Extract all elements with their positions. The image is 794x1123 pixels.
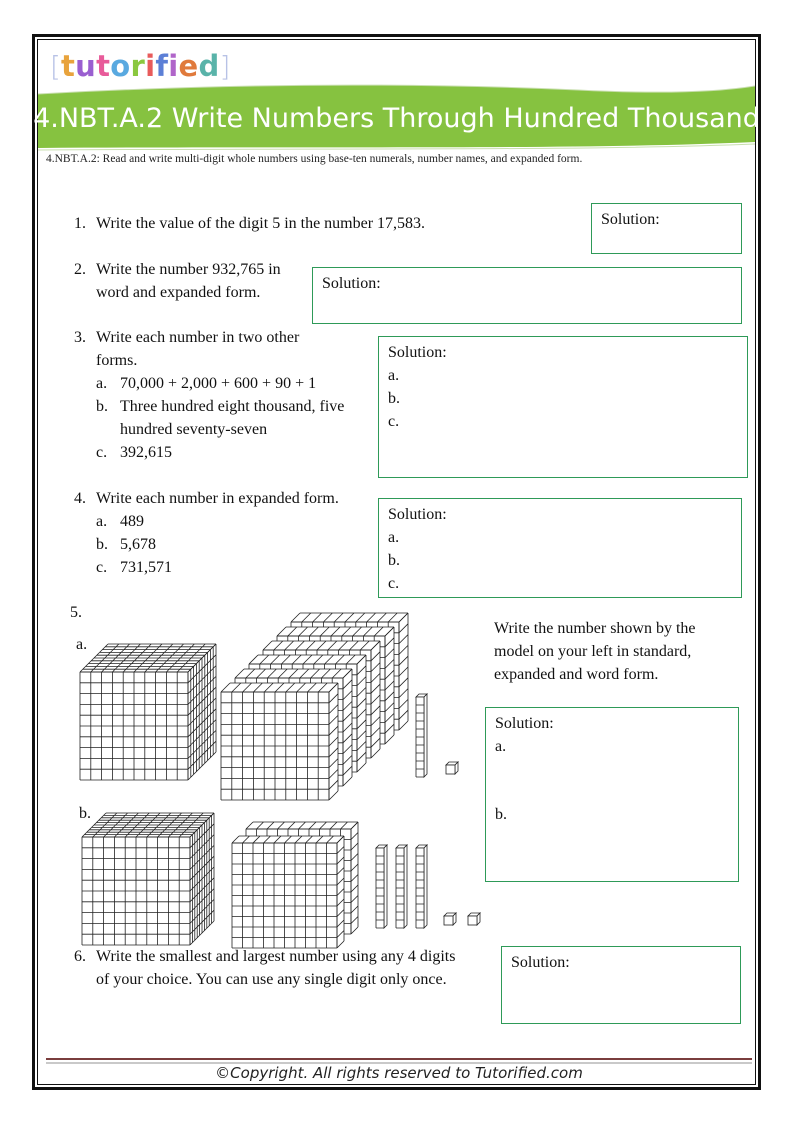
copyright-footer: ©Copyright. All rights reserved to Tutorified.com — [215, 1064, 583, 1082]
solution-box-3[interactable] — [378, 336, 748, 478]
logo-close-bracket: ] — [219, 49, 231, 83]
solution-box-4[interactable] — [378, 498, 742, 598]
base-ten-model-a — [60, 625, 480, 785]
question-number: 3. — [74, 329, 86, 346]
ten-rod — [416, 845, 427, 928]
footer-rule — [46, 1058, 752, 1060]
solution-letter: a. — [388, 529, 400, 546]
question-text-line: Write each number in two other — [96, 329, 300, 346]
solution-box-2[interactable] — [312, 267, 742, 324]
question-part — [96, 533, 339, 556]
question-text: Write each number in expanded form. — [96, 490, 339, 507]
model-a-label: a. — [76, 636, 88, 653]
solution-label: Solution: — [322, 275, 381, 292]
question-part — [96, 510, 339, 533]
question-text: Write the value of the digit 5 in the number 17,583. — [96, 215, 426, 232]
part-text: Three hundred eight thousand, five — [120, 398, 345, 415]
model-b-label: b. — [79, 805, 91, 822]
ten-rod — [416, 694, 427, 777]
question-number: 2. — [74, 261, 86, 278]
logo-letter: r — [130, 49, 146, 83]
one-unit — [446, 762, 458, 774]
logo-letter: o — [110, 49, 131, 83]
question-1 — [64, 212, 584, 236]
logo-letter: t — [60, 49, 76, 83]
one-unit — [444, 913, 456, 925]
question-part — [96, 556, 339, 579]
solution-letter: b. — [388, 390, 400, 407]
question-5-instruction: Write the number shown by the model on your left in standard, expanded and word form. — [494, 620, 696, 683]
solution-label: Solution: — [511, 954, 570, 971]
question-number: 4. — [74, 490, 86, 507]
question-part — [96, 441, 344, 464]
solution-letter: a. — [495, 738, 507, 755]
question-number: 1. — [74, 215, 86, 232]
title-band-wave-bottom — [38, 138, 755, 152]
question-6 — [64, 945, 494, 993]
hundred-flat — [232, 836, 344, 948]
question-part — [96, 395, 344, 441]
solution-box-5[interactable] — [485, 707, 739, 882]
logo-open-bracket: [ — [50, 49, 61, 83]
question-part — [96, 372, 344, 395]
base-ten-model-b — [60, 800, 480, 940]
solution-box-1[interactable] — [591, 203, 742, 254]
solution-letter: c. — [388, 413, 400, 430]
part-text: 731,571 — [120, 559, 172, 576]
part-letter: b. — [96, 398, 108, 415]
question-text-line: forms. — [96, 352, 138, 369]
logo-letter: i — [168, 49, 179, 83]
solution-letter: b. — [388, 552, 400, 569]
tutorified-logo — [50, 48, 230, 84]
logo-letter: t — [96, 49, 111, 83]
thousand-cube — [82, 813, 214, 945]
part-text: 70,000 + 2,000 + 600 + 90 + 1 — [120, 375, 317, 392]
part-letter: c. — [96, 444, 108, 461]
question-text-line: word and expanded form. — [96, 284, 261, 301]
solution-label: Solution: — [388, 344, 447, 361]
part-letter: c. — [96, 559, 108, 576]
solution-label: Solution: — [601, 211, 660, 228]
question-number: 6. — [74, 948, 86, 965]
part-text-continued: hundred seventy-seven — [120, 421, 268, 438]
logo-text — [61, 49, 220, 83]
question-3 — [64, 326, 374, 466]
page-title: 4.NBT.A.2 Write Numbers Through Hundred Thousand — [38, 95, 755, 142]
logo-letter: e — [178, 49, 199, 83]
logo-letter: u — [75, 49, 97, 83]
logo-letter: f — [155, 49, 169, 83]
ten-rod — [396, 845, 407, 928]
question-text-line: Write the number 932,765 in — [96, 261, 281, 278]
hundred-flat — [221, 683, 338, 800]
one-unit — [468, 913, 480, 925]
question-text-line: Write the smallest and largest number using any 4 digits — [96, 948, 456, 965]
logo-letter: i — [145, 49, 156, 83]
solution-letter: c. — [388, 575, 400, 592]
logo-letter: d — [198, 49, 220, 83]
question-2 — [64, 258, 304, 306]
standard-description: 4.NBT.A.2: Read and write multi-digit whole numbers using base-ten numerals, number names, and expanded form. — [46, 153, 583, 165]
part-text: 392,615 — [120, 444, 172, 461]
solution-letter: a. — [388, 367, 400, 384]
solution-label: Solution: — [388, 506, 447, 523]
solution-letter: b. — [495, 806, 507, 823]
solution-box-6[interactable] — [501, 946, 741, 1024]
ten-rod — [376, 845, 387, 928]
solution-label: Solution: — [495, 715, 554, 732]
question-number: 5. — [70, 604, 82, 621]
question-5 — [64, 601, 94, 625]
part-text: 5,678 — [120, 536, 156, 553]
part-letter: a. — [96, 375, 108, 392]
part-text: 489 — [120, 513, 144, 530]
part-letter: b. — [96, 536, 108, 553]
part-letter: a. — [96, 513, 108, 530]
question-text-line: of your choice. You can use any single digit only once. — [96, 971, 447, 988]
thousand-cube — [80, 644, 216, 780]
question-4 — [64, 487, 374, 582]
